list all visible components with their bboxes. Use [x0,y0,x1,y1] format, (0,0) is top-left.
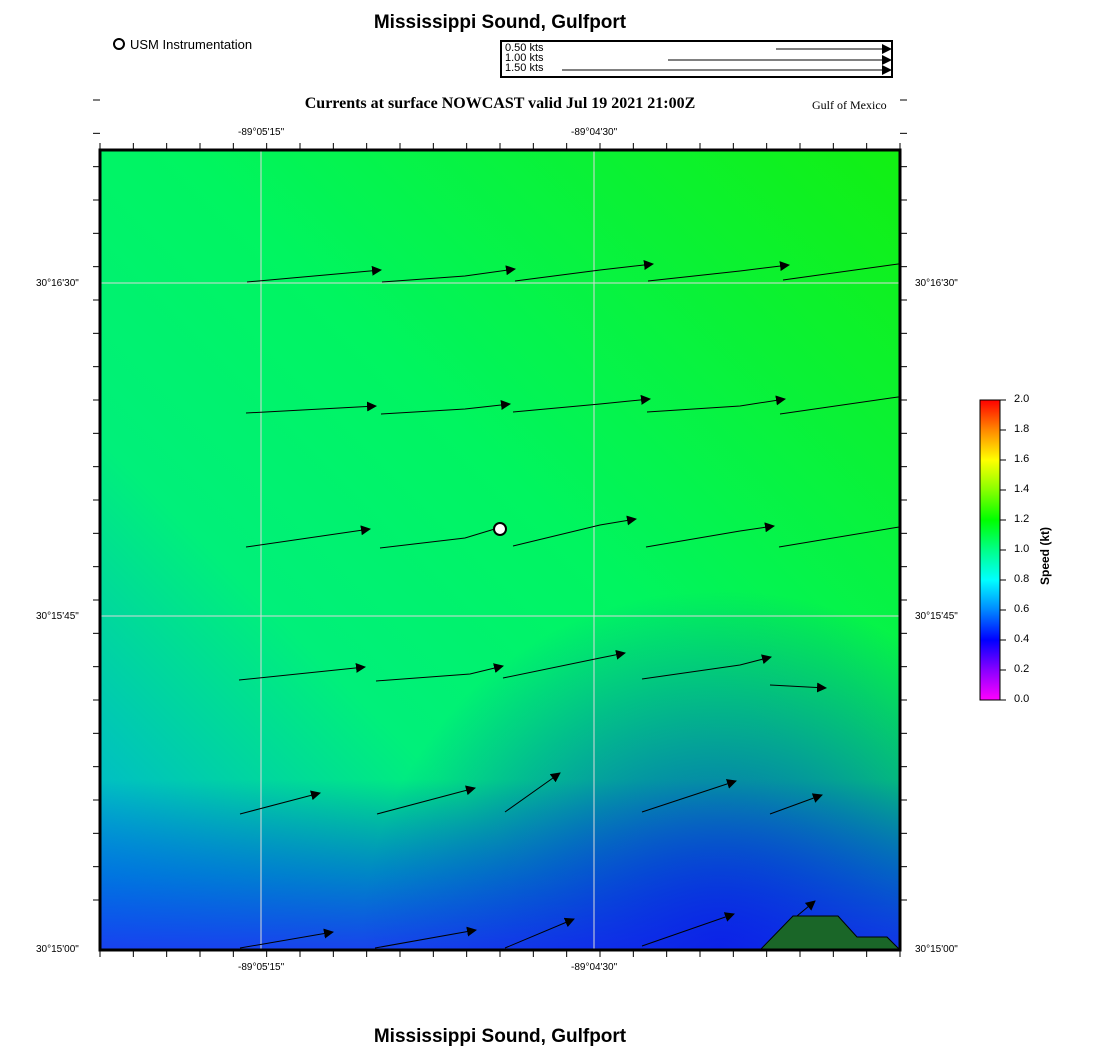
usm-instrument-marker[interactable] [494,523,506,535]
colorbar-tick-label: 0.0 [1014,693,1030,705]
colorbar-tick-label: 1.8 [1014,423,1030,435]
colorbar-ticks [1000,400,1006,700]
vector-scale-label-1: 1.00 kts [505,52,544,64]
colorbar-tick-label: 0.8 [1014,573,1030,585]
colorbar-tick-label: 1.2 [1014,513,1030,525]
region-label: Gulf of Mexico [812,98,887,112]
colorbar-tick-label: 1.4 [1014,483,1030,495]
bottom-lon-label-0: -89°05'15" [238,962,285,973]
left-lat-label-2: 30°15'00" [36,944,79,955]
colorbar-tick-label: 1.0 [1014,543,1030,555]
speed-colorbar [980,400,1000,700]
map-title: Mississippi Sound, Gulfport [373,12,627,33]
colorbar-title: Speed (kt) [1038,526,1052,585]
top-lon-label-0: -89°05'15" [238,127,285,138]
footer-title: Mississippi Sound, Gulfport [373,1026,627,1047]
colorbar-tick-label: 0.4 [1014,633,1030,645]
forecast-subtitle: Currents at surface NOWCAST valid Jul 19 2021 21:00Z [304,95,696,112]
colorbar-tick-label: 1.6 [1014,453,1030,465]
vector-scale-label-0: 0.50 kts [505,42,544,54]
right-lat-label-2: 30°15'00" [915,944,958,955]
top-lon-label-1: -89°04'30" [571,127,618,138]
colorbar-tick-label: 2.0 [1014,393,1030,405]
vector-scale-arrows [562,49,891,70]
instrument-legend-label: USM Instrumentation [130,37,253,52]
left-lat-label-1: 30°15'45" [36,611,79,622]
colorbar-tick-label: 0.6 [1014,603,1030,615]
left-lat-label-0: 30°16'30" [36,278,79,289]
bottom-lon-label-1: -89°04'30" [571,962,618,973]
current-speed-field [100,150,900,950]
colorbar-tick-label: 0.2 [1014,663,1030,675]
right-lat-label-1: 30°15'45" [915,611,958,622]
right-lat-label-0: 30°16'30" [915,278,958,289]
vector-scale-label-2: 1.50 kts [505,62,544,74]
